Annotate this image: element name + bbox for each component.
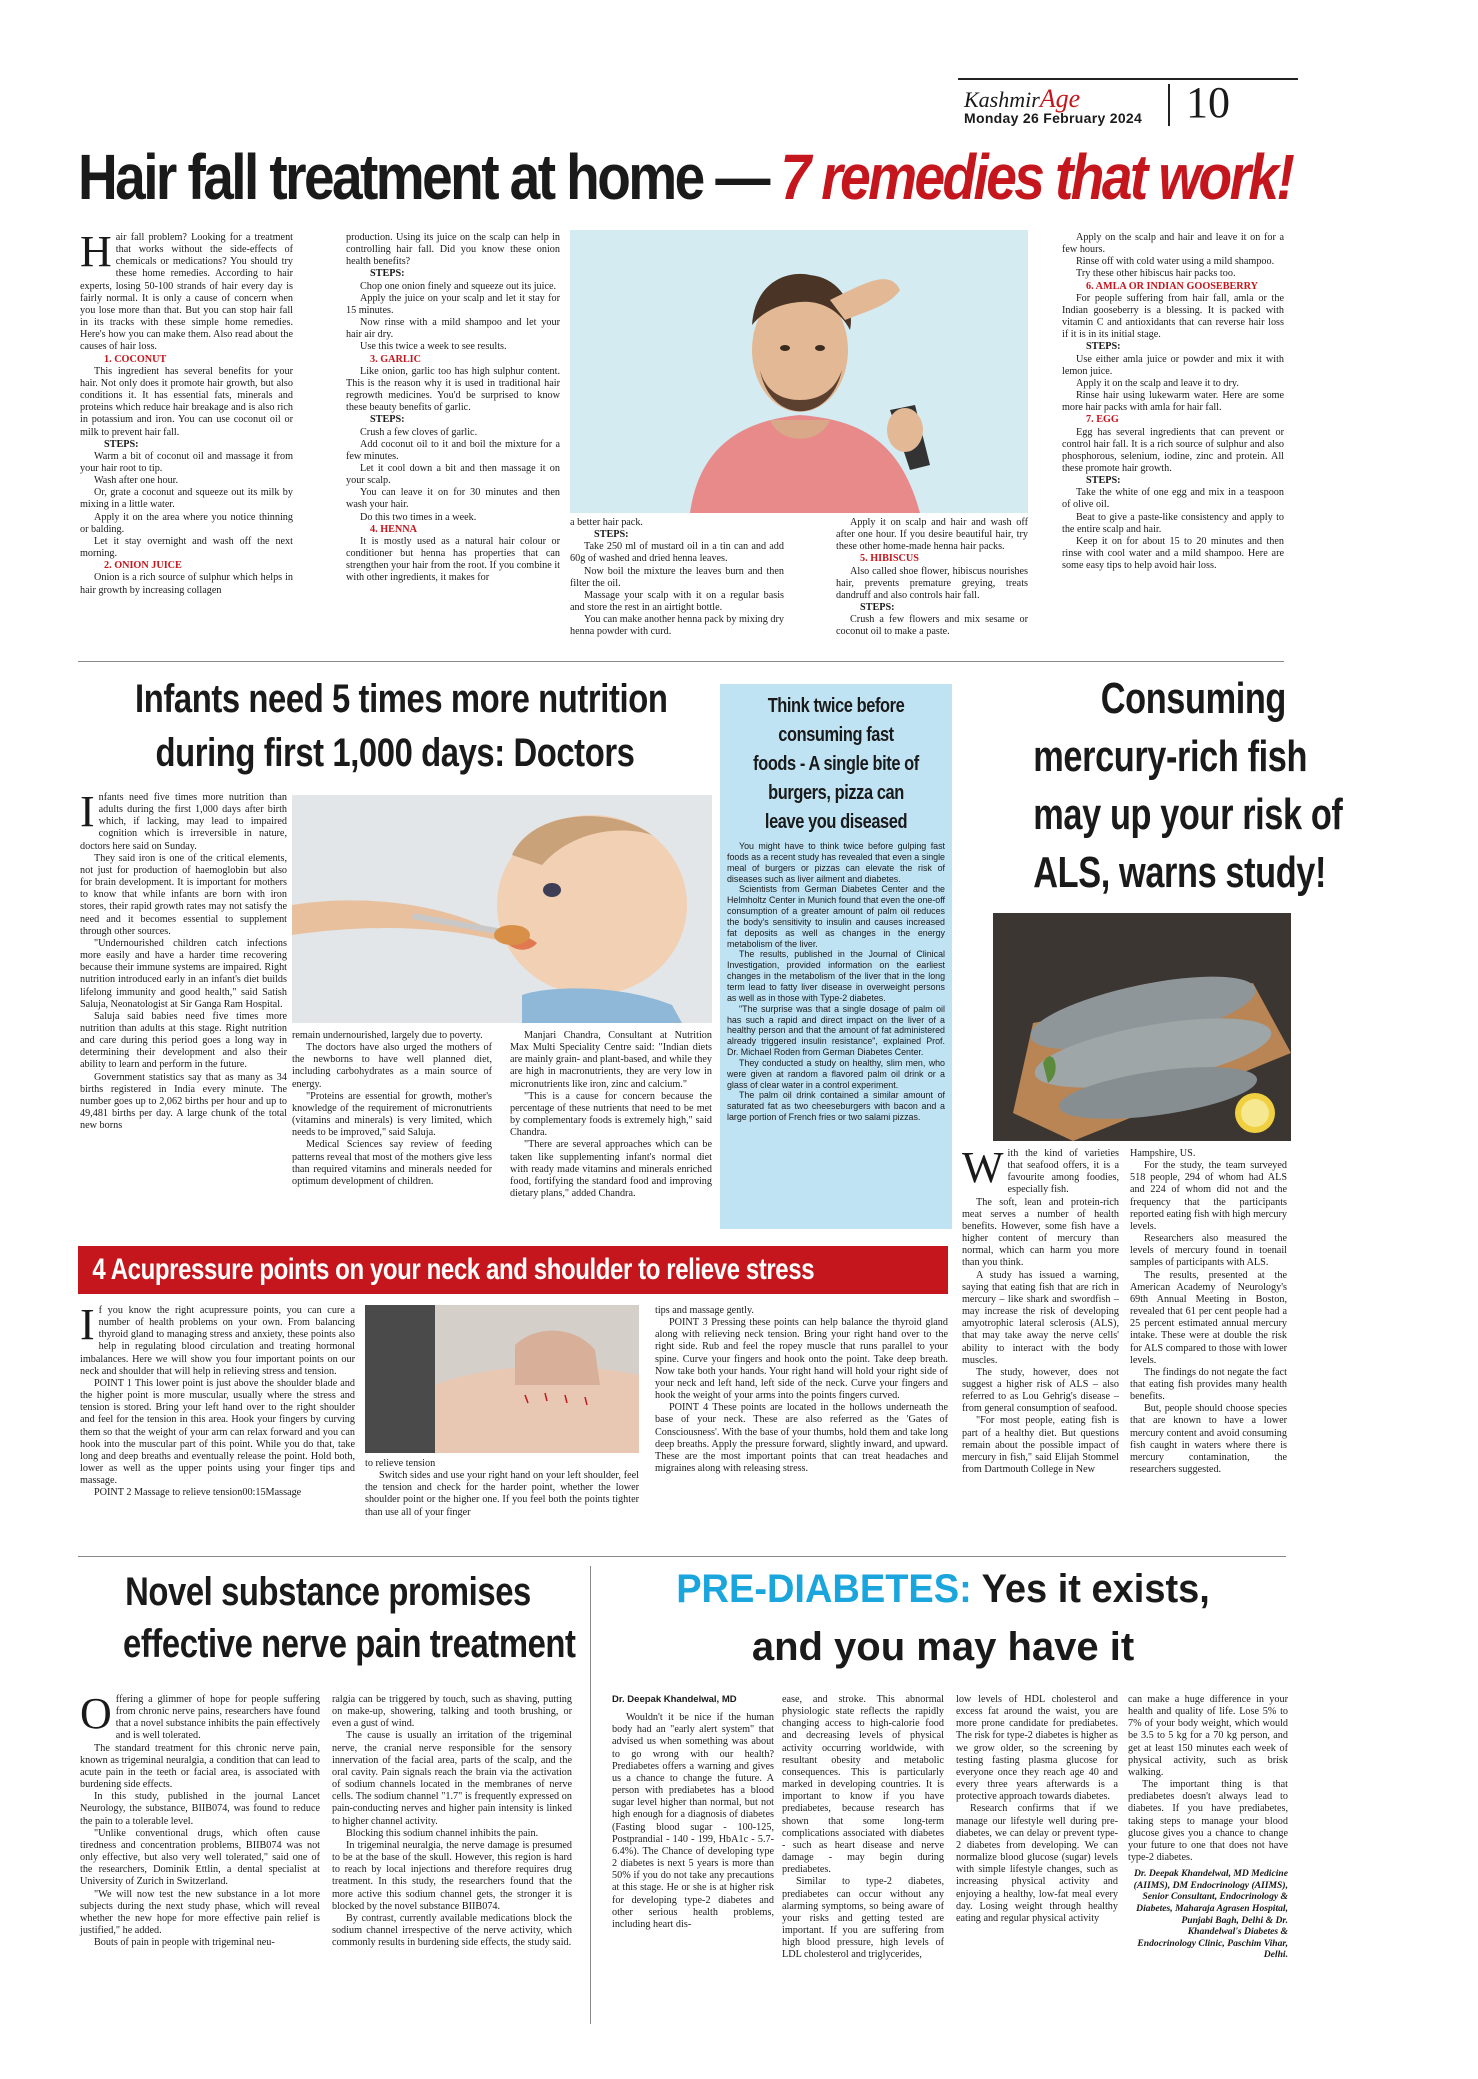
paragraph: ease, and stroke. This abnormal physiologic state reflects the rapidly changing access to high-calorie food and decreasing levels of physical activity occurring worldwide, with resultant obesity and metabolic consequences. This is particularly marked in developing countries. It is important to know if you have prediabetes, because research has shown that some long-term complications associated with diabetes - such as heart disease and nerve damage - may begin during prediabetes. xyxy=(782,1694,944,1876)
paragraph: remain undernourished, largely due to poverty. xyxy=(292,1030,483,1041)
prediabetes-column-4 xyxy=(1128,1694,1288,1864)
paragraph: Do this two times in a week. xyxy=(360,511,477,523)
fastfood-title-line: foods - A single bite of xyxy=(753,753,919,775)
paragraph: to relieve tension xyxy=(365,1458,436,1469)
brand-kashmir: Kashmir xyxy=(964,87,1040,112)
paragraph: The palm oil drink contained a similar amount of saturated fat as two cheeseburgers with bacon and a large portion of French fries or two salami pizzas. xyxy=(727,1090,945,1123)
paragraph: "Unlike conventional drugs, which often cause tiredness and concentration problems, BIIB074 was not only effective, but also very well tolerated," said one of the researchers, Dominik Ettlin, a dental specialist at University of Zurich in Switzerland. xyxy=(80,1827,320,1888)
prediabetes-column-4-wrap xyxy=(1128,1694,1288,2024)
paragraph: POINT 2 Massage to relieve tension00:15Massage xyxy=(94,1487,302,1499)
masthead-rule-top xyxy=(958,78,1298,80)
paragraph: Take the white of one egg and mix in a teaspoon of olive oil. xyxy=(1062,487,1284,511)
hair-title-black: Hair fall treatment at home — xyxy=(78,141,768,213)
paragraph: Wouldn't it be nice if the human body had an "early alert system" that advised us when something was about to go wrong with our health? Prediabetes offers a warning and gives us a chance to change the future. A person with prediabetes has a blood sugar level higher than normal, but not high enough for a diagnosis of diabetes (Fasting blood sugar - 100-125, Postprandial - 140 - 199, HbA1c - 5.7-6.4%). The Chance of developing type 2 diabetes is next 5 years is more than 50% if you do not take any precautions at this stage. He or she is at higher risk for developing type-2 diabetes and other serious health problems, including heart dis- xyxy=(612,1712,774,1930)
paragraph: The standard treatment for this chronic nerve pain, known as trigeminal neuralgia, a condition that can lead to acute pain in the teeth or facial area, is associated with burdening side effects. xyxy=(80,1742,320,1791)
paragraph: Rinse off with cold water using a mild shampoo. xyxy=(1076,256,1275,268)
nerve-column-2 xyxy=(332,1694,572,2024)
paragraph: Let it cool down a bit and then massage it on your scalp. xyxy=(346,462,560,487)
prediabetes-column-1-wrap xyxy=(612,1694,774,2024)
steps-label: STEPS: xyxy=(370,414,405,426)
subheading: 1. COCONUT xyxy=(104,353,167,365)
paragraph: Egg has several ingredients that can prevent or control hair fall. It is a rich source of sulphur and also phosphorous, selenium, iodine, zinc and protein. All these promote hair growth. xyxy=(1062,426,1284,474)
paragraph: For people suffering from hair fall, amla or the Indian gooseberry is a blessing. It is packed with vitamin C and antioxidants that can reverse hair loss if it is in its initial stage. xyxy=(1062,292,1284,341)
paragraph: You might have to think twice before gulping fast foods as a recent study has revealed that even a single meal of burgers or pizzas can elevate the risk of diseases such as liver ailment and diabetes. xyxy=(727,841,945,884)
subheading: 7. EGG xyxy=(1086,414,1119,426)
paragraph: If you know the right acupressure points, you can cure a number of health problems on your own. From balancing thyroid gland to managing stress and anxiety, these points also help in regulating blood circulation and treating hormonal imbalances. Here we will show you four important points on our neck and shoulder that will help in relieving stress and tension. xyxy=(80,1300,355,1377)
paragraph: Crush a few cloves of garlic. xyxy=(360,426,478,438)
steps-label: STEPS: xyxy=(860,602,895,614)
paragraph: Researchers also measured the levels of mercury found in toenail samples of participants with ALS. xyxy=(1130,1233,1287,1269)
paragraph: POINT 4 These points are located in the hollows underneath the base of your neck. These are also referred as the 'Gates of Consciousness'. With the base of your thumbs, hold them and take long deep breaths. Apply the pressure forward, slightly inward, and upward. These are the most important points that can treat headaches and migraines along with releasing stress. xyxy=(655,1402,948,1475)
infant-feeding-photo xyxy=(292,795,712,1023)
paragraph: The doctors have also urged the mothers of the newborns to have well planned diet, including carbohydrates as a main source of energy. xyxy=(292,1042,492,1090)
paragraph: low levels of HDL cholesterol and excess fat around the waist, you are more prone candidate for prediabetes. The risk for type-2 diabetes is higher as we grow older, so the screening by testing fasting plasma glucose for everyone once they reach age 40 and every three years afterwards is a protective approach towards diabetes. xyxy=(956,1694,1118,1803)
paragraph: But, people should choose species that are known to have a lower mercury content and avoid consuming fish caught in waters where there is mercury contamination, the researchers suggested. xyxy=(1130,1403,1287,1476)
prediabetes-headline xyxy=(600,1560,1286,1680)
paragraph: For the study, the team surveyed 518 people, 294 of whom had ALS and 224 of whom did not and the frequency that the participants reported eating fish with high mercury levels. xyxy=(1130,1160,1288,1232)
steps-label: STEPS: xyxy=(104,438,139,450)
hair-title-red: 7 remedies that work! xyxy=(780,141,1293,213)
subheading: 6. AMLA OR INDIAN GOOSEBERRY xyxy=(1086,280,1259,292)
paragraph: Blocking this sodium channel inhibits the pain. xyxy=(346,1827,539,1839)
paragraph: "Proteins are essential for growth, mother's knowledge of the requirement of micronutrients (vitamins and minerals) is very limited, which needs to be improved," said Saluja. xyxy=(292,1090,492,1139)
paragraph: In this study, published in the journal Lancet Neurology, the substance, BIIB074, was found to reduce the pain to a tolerable level. xyxy=(80,1791,320,1827)
fastfood-title-line: consuming fast xyxy=(778,724,894,746)
paragraph: Like onion, garlic too has high sulphur content. This is the reason why it is used in traditional hair regrowth medicines. You'd be surprised to know these beauty benefits of garlic. xyxy=(346,365,560,414)
paragraph: a better hair pack. xyxy=(570,517,643,528)
paragraph: Add coconut oil to it and boil the mixture for a few minutes. xyxy=(346,438,560,462)
drop-cap: O xyxy=(80,1689,112,1738)
paragraph: Offering a glimmer of hope for people suffering from chronic nerve pains, researchers have found that a novel substance inhibits the pain effectively and is well tolerated. xyxy=(80,1689,320,1742)
masthead xyxy=(958,78,1298,130)
paragraph: Crush a few flowers and mix sesame or coconut oil to make a paste. xyxy=(836,614,1028,638)
infants-headline xyxy=(78,672,712,784)
paragraph: Scientists from German Diabetes Center and the Helmholtz Center in Munich found that even the one-off consumption of a greater amount of palm oil reduces the body's sensitivity to insulin and causes increased fat deposits as well as changes in the energy metabolism of the liver. xyxy=(727,884,945,949)
steps-label: STEPS: xyxy=(370,268,405,280)
paragraph: "We will now test the new substance in a lot more subjects during the next study phase, which will reveal whether the new hope for more effective pain relief is justified," he added. xyxy=(80,1888,320,1936)
paragraph: The study, however, does not suggest a higher risk of ALS – also referred to as Lou Gehrig's disease – from general consumption of seafood. xyxy=(962,1366,1119,1415)
paragraph: The results, presented at the American Academy of Neurology's 69th Annual Meeting in Boston, revealed that 61 per cent people had a 25 percent estimated annual mercury intake. These were at double the risk for ALS compared to those with lower levels. xyxy=(1130,1269,1287,1366)
hair-headline xyxy=(78,142,1478,214)
fastfood-title-line: Think twice before xyxy=(767,695,905,717)
paragraph: Also called shoe flower, hibiscus nourishes hair, prevents premature greying, treats dandruff and also controls hair fall. xyxy=(836,565,1028,601)
fish-photo xyxy=(993,913,1291,1141)
paragraph: ralgia can be triggered by touch, such as shaving, putting on make-up, showering, talking and tooth brushing, or even a gust of wind. xyxy=(332,1694,572,1730)
paragraph: The findings do not negate the fact that eating fish provides many health benefits. xyxy=(1130,1366,1287,1403)
paragraph: Chop one onion finely and squeeze out its juice. xyxy=(360,280,557,292)
paragraph: Bouts of pain in people with trigeminal neu- xyxy=(94,1937,275,1949)
nerve-title-line-1: Novel substance promises xyxy=(125,1570,531,1614)
fish-headline xyxy=(962,670,1343,906)
masthead-date: Monday 26 February 2024 xyxy=(964,110,1143,126)
paragraph: Apply it on scalp and hair and wash off after one hour. If you desire beautiful hair, try these other home-made henna hair packs. xyxy=(836,517,1028,553)
drop-cap: I xyxy=(80,787,95,836)
paragraph: production. Using its juice on the scalp can help in controlling hair fall. Did you know these onion health benefits? xyxy=(346,232,560,268)
fish-title-line: mercury-rich fish xyxy=(1033,732,1308,781)
paragraph: With the kind of varieties that seafood offers, it is a favourite among foodies, especially fish. xyxy=(962,1143,1119,1196)
acu-column-1 xyxy=(80,1300,355,1543)
paragraph: POINT 1 This lower point is just above the shoulder blade and the higher point is more muscular, usually where the stress and tension is stored. Bring your left hand over to the right shoulder and feel for the tension in this area. Hook your fingers by curving them so that the weight of your arm can relax forward and you can hook into the muscular part of this point. While you do that, take long and deep breaths and eventually release the point. Hold both, lower as well as the upper points using your finger tips and massage. xyxy=(80,1377,355,1487)
drop-cap: W xyxy=(962,1143,1004,1192)
prediabetes-title-line-1 xyxy=(617,1560,1269,1618)
fastfood-title-line: leave you diseased xyxy=(764,811,908,833)
paragraph: The soft, lean and protein-rich meat serves a number of health benefits. However, some fish have a higher content of mercury than normal, which can harm you more than you think. xyxy=(962,1196,1119,1269)
infants-column-3 xyxy=(510,1030,712,1232)
paragraph: The cause is usually an irritation of the trigeminal nerve, the cranial nerve responsible for the sensory innervation of the facial area, parts of the scalp, and the oral cavity. Pain signals reach the brain via the activation of sodium channels located in the membranes of nerve cells. The sodium channel "1.7" is frequently expressed on pain-conducting nerves and higher pain intensity is linked to higher channel activity. xyxy=(332,1730,572,1827)
paragraph: Now boil the mixture the leaves burn and then filter the oil. xyxy=(570,565,784,589)
prediabetes-column-1 xyxy=(612,1712,774,1931)
paragraph: Or, grate a coconut and squeeze out its milk by mixing in a little water. xyxy=(80,487,293,511)
infants-column-1 xyxy=(80,787,287,1232)
acu-neck-photo xyxy=(365,1305,639,1453)
paragraph: A study has issued a warning, saying that eating fish that are rich in mercury – like shark and swordfish – may increase the risk of developing amyotrophic lateral sclerosis (ALS), that may take away the nerve cells' ability to interact with the body muscles. xyxy=(962,1269,1119,1366)
hair-column-2 xyxy=(346,232,560,648)
steps-label: STEPS: xyxy=(1086,475,1121,487)
fish-column-1 xyxy=(962,1143,1119,1540)
paragraph: Hampshire, US. xyxy=(1130,1148,1196,1159)
brand-age: Age xyxy=(1039,84,1081,113)
paragraph: Warm a bit of coconut oil and massage it from your hair root to tip. xyxy=(80,450,293,474)
paragraph: Wash after one hour. xyxy=(94,475,179,487)
page-number: 10 xyxy=(1186,78,1230,127)
paragraph: Infants need five times more nutrition than adults during the first 1,000 days after birth which, if lacking, may lead to impaired cognition which is irreversible in nature, doctors here said on Sunday. xyxy=(80,787,287,852)
fastfood-title xyxy=(726,692,946,837)
subheading: 3. GARLIC xyxy=(370,353,421,365)
column-rule xyxy=(590,1566,591,2024)
paragraph: Medical Sciences say review of feeding patterns reveal that most of the mothers give less than required vitamins and minerals needed for optimum development of children. xyxy=(292,1139,492,1187)
paragraph: Keep it on for about 15 to 20 minutes and then rinse with cool water and a mild shampoo. Here are some easy tips to help avoid hair loss. xyxy=(1062,535,1284,572)
paragraph: "This is a cause for concern because the percentage of these nutrients that need to be met by complementary foods is extremely high," said Chandra. xyxy=(510,1090,712,1139)
paragraph: This ingredient has several benefits for your hair. Not only does it promote hair growth, but also conditions it. It has essential fats, minerals and proteins which reduce hair breakage and is also rich in potassium and iron. You can use coconut oil or milk to prevent hair fall. xyxy=(80,365,293,438)
paragraph: Research confirms that if we manage our lifestyle well during pre-diabetes, we can delay or prevent type-2 diabetes from developing. We can normalize blood glucose (sugar) levels with simple lifestyle changes, such as increasing physical activity and enjoying a healthy, low-fat meal every day. Losing weight through healthy eating and regular physical activity xyxy=(956,1803,1118,1924)
hair-column-5 xyxy=(1062,232,1284,648)
nerve-title-line-2: effective nerve pain treatment xyxy=(123,1622,576,1666)
acu-column-2 xyxy=(365,1458,639,1543)
paragraph: Beat to give a paste-like consistency and apply to the entire scalp and hair. xyxy=(1062,511,1284,535)
prediabetes-byline: Dr. Deepak Khandelwal, MD xyxy=(612,1694,737,1705)
infants-column-2 xyxy=(292,1030,492,1232)
paragraph: Saluja said babies need five times more nutrition than adults at this stage. Right nutrition and care during this period goes a long way in determining their development and also their ability to learn and perform in the future. xyxy=(80,1010,287,1071)
acu-headline-bar xyxy=(78,1246,948,1294)
section-divider xyxy=(78,661,1284,662)
fish-column-2 xyxy=(1130,1148,1287,1540)
subheading: 4. HENNA xyxy=(370,523,417,535)
paragraph: It is mostly used as a natural hair colour or conditioner but henna has properties that can strengthen your hair from the root. If you combine it with other ingredients, it makes for xyxy=(346,535,560,584)
section-divider-lower xyxy=(78,1556,1286,1557)
paragraph: Take 250 ml of mustard oil in a tin can and add 60g of washed and dried henna leaves. xyxy=(570,541,784,565)
hair-column-3 xyxy=(570,517,784,648)
prediabetes-column-3 xyxy=(956,1694,1118,2024)
steps-label: STEPS: xyxy=(594,529,629,541)
paragraph: You can make another henna pack by mixing dry henna powder with curd. xyxy=(570,614,784,638)
paragraph: Apply on the scalp and hair and leave it on for a few hours. xyxy=(1062,232,1284,256)
steps-label: STEPS: xyxy=(1086,341,1121,353)
infants-title-line-1: Infants need 5 times more nutrition xyxy=(135,677,668,721)
prediabetes-title-black: Yes it exists, xyxy=(971,1567,1210,1611)
subheading: 5. HIBISCUS xyxy=(860,553,919,565)
paragraph: The important thing is that prediabetes doesn't always lead to diabetes. If you have prediabetes, taking steps to manage your blood glucose gives you a chance to change your future to one that does not have type-2 diabetes. xyxy=(1128,1779,1288,1864)
paragraph: Apply the juice on your scalp and let it stay for 15 minutes. xyxy=(346,292,560,316)
paragraph: Government statistics say that as many as 34 births registered in India every minute. The number goes up to 2,062 births per hour and up to 49,481 births per day. A large chunk of the total new borns xyxy=(80,1071,287,1132)
paragraph: Use this twice a week to see results. xyxy=(360,341,507,353)
drop-cap: H xyxy=(80,227,112,276)
paragraph: The results, published in the Journal of Clinical Investigation, provided information on the earliest changes in the metabolism of the liver that in the long term lead to fatty liver disease in overweight persons as well as in those with Type-2 diabetes. xyxy=(727,949,945,1003)
acu-column-3 xyxy=(655,1305,948,1543)
paragraph: Hair fall problem? Looking for a treatment that works without the side-effects of chemicals or medications? You should try these home remedies. According to hair experts, losing 50-100 strands of hair every day is fairly normal. It is only a cause of concern when you lose more than that. But you can stop hair fall in its tracks with these simple home remedies. Here's how you can make them. Also read about the causes of hair loss. xyxy=(80,227,293,353)
prediabetes-title-line-2: and you may have it xyxy=(751,1625,1135,1669)
infants-title-line-2: during first 1,000 days: Doctors xyxy=(155,731,635,775)
nerve-headline xyxy=(78,1566,578,1678)
paragraph: "The surprise was that a single dosage of palm oil has such a rapid and direct impact on the liver of a healthy person and that the amount of fat administered already triggered insulin resistance", explained Prof. Dr. Michael Roden from German Diabetes Center. xyxy=(727,1003,945,1058)
paragraph: They said iron is one of the critical elements, not just for production of haemoglobin but also for brain development. It is important for mothers to know that while infants are born with iron stores, their rapid growth rates may not satisfy the need and it becomes essential to supplement through other sources. xyxy=(80,852,287,937)
paragraph: Manjari Chandra, Consultant at Nutrition Max Multi Speciality Centre said: "Indian diets are mainly grain- and plant-based, and while they are high in macronutrients, they are very low in micronutrients like iron, zinc and calcium." xyxy=(510,1030,712,1090)
paragraph: tips and massage gently. xyxy=(655,1305,754,1316)
paragraph: Similar to type-2 diabetes, prediabetes can occur without any alarming symptoms, so being aware of your risks and getting tested are important. If you are suffering from high blood pressure, high levels of LDL cholesterol and triglycerides, xyxy=(782,1876,944,1961)
masthead-divider xyxy=(1168,84,1170,126)
subheading: 2. ONION JUICE xyxy=(104,560,182,572)
fastfood-title-line: burgers, pizza can xyxy=(768,782,904,804)
paragraph: Apply it on the area where you notice thinning or balding. xyxy=(80,511,293,535)
nerve-column-1 xyxy=(80,1689,320,2024)
fish-title-line: ALS, warns study! xyxy=(1033,848,1327,897)
paragraph: Apply it on the scalp and leave it to dry. xyxy=(1076,377,1239,389)
fish-title-line: may up your risk of xyxy=(1033,790,1343,839)
paragraph: In trigeminal neuralgia, the nerve damage is presumed to be at the base of the skull. However, this region is hard to reach by local injections and therefore requires drug treatment. In this study, the researchers found that the more active this sodium channel gets, the stronger it is blocked by the novel substance BIIB074. xyxy=(332,1839,572,1912)
fastfood-sidebar xyxy=(720,684,952,1229)
paragraph: Switch sides and use your right hand on your left shoulder, feel the tension and check for the harder point, whether the lower shoulder point or the higher one. If you feel both the points tighter than use all of your finger xyxy=(365,1470,639,1518)
hair-column-4 xyxy=(836,517,1028,648)
paragraph: Massage your scalp with it on a regular basis and store the rest in an airtight bottle. xyxy=(570,589,784,614)
prediabetes-signature: Dr. Deepak Khandelwal, MD Medicine (AIIMS), DM Endocrinology (AIIMS), Senior Consultant, Endocrinology & Diabetes, Maharaja Agrasen Hospital, Punjabi Bagh, Delhi & Dr. Khandelwal's Diabetes & Endocrinology Clinic, Paschim Vihar, Delhi. xyxy=(1133,1868,1288,1961)
paragraph: can make a huge difference in your health and quality of life. Lose 5% to 7% of your body weight, which would be 3.5 to 5 kg for a 70 kg person, and get at least 150 minutes each week of physical activity, such as brisk walking. xyxy=(1128,1694,1288,1778)
paragraph: Now rinse with a mild shampoo and let your hair air dry. xyxy=(346,317,560,341)
prediabetes-title-blue: PRE-DIABETES: xyxy=(676,1567,972,1611)
paragraph: By contrast, currently available medications block the sodium channel irrespective of the nerve activity, which commonly results in burdening side effects, the study said. xyxy=(332,1912,572,1949)
hair-column-1 xyxy=(80,227,293,648)
paragraph: POINT 3 Pressing these points can help balance the thyroid gland along with relieving neck tension. Bring your right hand over to the right side. Rub and feel the ropey muscle that runs parallel to your spine. Curve your fingers and hook onto the point. Take deep breath. Now take both your hands. Your right hand will hold your right side of your neck and left hand, left side of the neck. Curve your fingers and hook the weight of your arms into the points fingers curved. xyxy=(655,1317,948,1402)
paragraph: Onion is a rich source of sulphur which helps in hair growth by increasing collagen xyxy=(80,572,293,596)
fastfood-body xyxy=(727,841,945,1123)
paragraph: "Undernourished children catch infections more easily and have a harder time recovering because their immune systems are impaired. Right nutrition introduced early in an infant's diet builds lifelong immunity and good health," said Satish Saluja, Neonatologist at Sir Ganga Ram Hospital. xyxy=(80,937,287,1010)
paragraph: They conducted a study on healthy, slim men, who were given at random a flavored palm oil drink or a glass of clear water in a control experiment. xyxy=(727,1057,945,1090)
paragraph: You can leave it on for 30 minutes and then wash your hair. xyxy=(346,487,560,511)
fish-title-line: Consuming xyxy=(1100,674,1286,723)
hair-man-photo xyxy=(570,230,1028,513)
drop-cap: I xyxy=(80,1300,95,1349)
paragraph: Rinse hair using lukewarm water. Here are some more hair packs with amla for hair fall. xyxy=(1062,390,1284,414)
acu-title: 4 Acupressure points on your neck and shoulder to relieve stress xyxy=(92,1253,815,1286)
paragraph: "For most people, eating fish is part of a healthy diet. But questions remain about the possible impact of mercury in fish," said Elijah Stommel from Dartmouth College in New xyxy=(962,1415,1119,1476)
paragraph: Try these other hibiscus hair packs too. xyxy=(1076,268,1236,280)
paragraph: Let it stay overnight and wash off the next morning. xyxy=(80,535,293,560)
prediabetes-column-2 xyxy=(782,1694,944,2024)
paragraph: "There are several approaches which can be taken like supplementing infant's normal diet with ready made vitamins and minerals enriched food, fortifying the standard food and improving dietary plans," added Chandra. xyxy=(510,1139,712,1200)
paragraph: Use either amla juice or powder and mix it with lemon juice. xyxy=(1062,353,1284,377)
